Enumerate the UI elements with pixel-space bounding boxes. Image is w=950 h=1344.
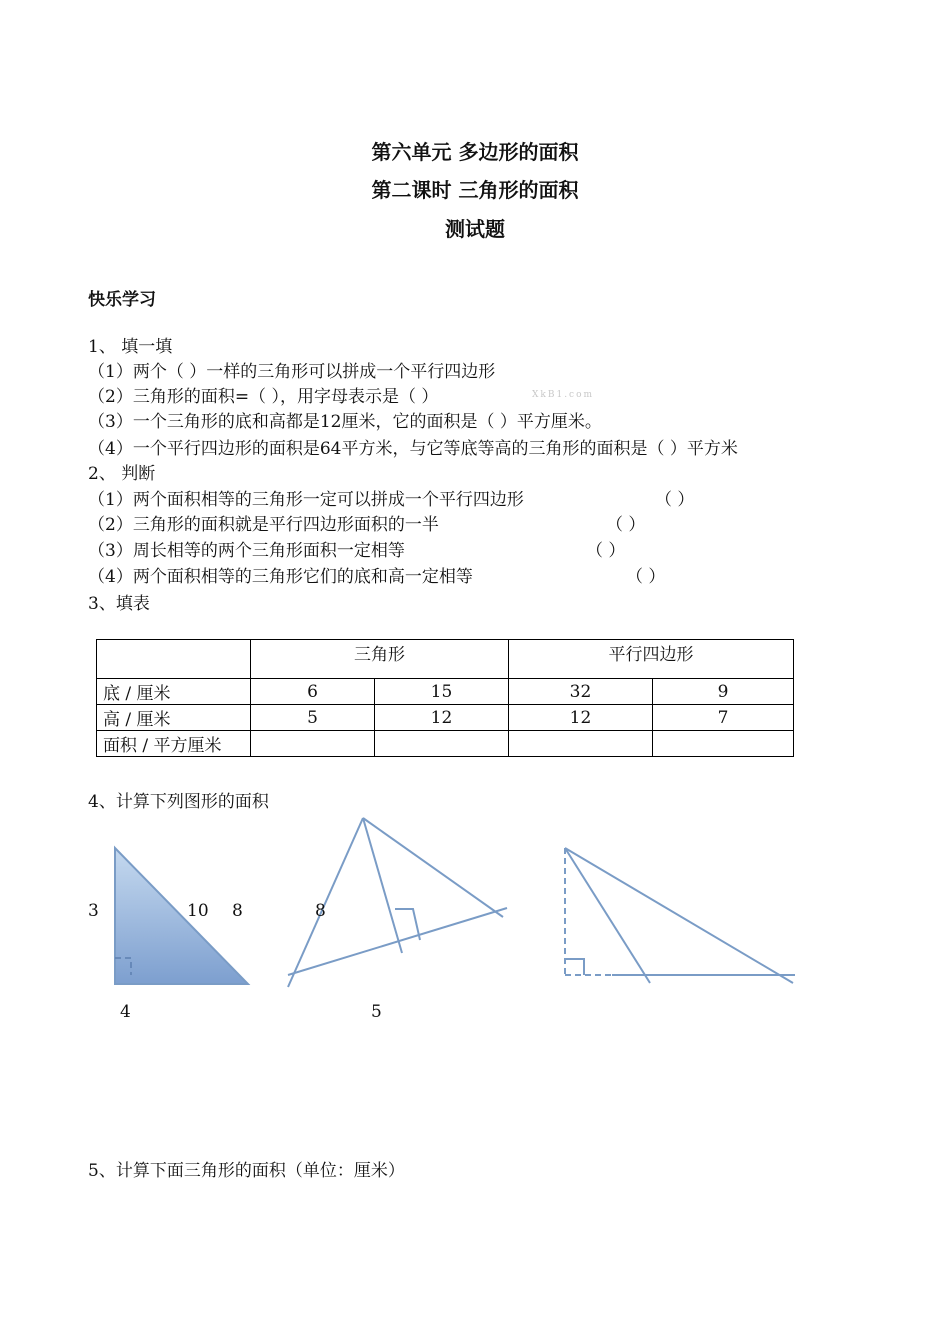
q2-item-3: （3）周长相等的两个三角形面积一定相等 — [88, 541, 405, 561]
q3-heading: 3、填表 — [88, 594, 150, 614]
q1-item-2: （2）三角形的面积=（ ），用字母表示是（ ） — [88, 387, 439, 407]
table-header-triangle: 三角形 — [251, 640, 509, 679]
q2-answer-paren-3: （ ） — [586, 541, 626, 561]
q1-item-4: （4）一个平行四边形的面积是64平方米，与它等底等高的三角形的面积是（ ）平方米 — [88, 439, 738, 459]
q2-heading: 2、 判断 — [88, 464, 156, 484]
q1-item-3: （3）一个三角形的底和高都是12厘米，它的面积是（ ）平方厘米。 — [88, 412, 602, 432]
cell-height-4: 7 — [653, 705, 794, 731]
q4-heading: 4、计算下列图形的面积 — [88, 792, 269, 812]
row-label-base: 底 / 厘米 — [97, 679, 251, 705]
cell-base-3: 32 — [509, 679, 653, 705]
q2-answer-paren-1: （ ） — [655, 490, 695, 510]
q2-item-4: （4）两个面积相等的三角形它们的底和高一定相等 — [88, 567, 473, 587]
q2-item-2: （2）三角形的面积就是平行四边形面积的一半 — [88, 515, 439, 535]
q5-heading: 5、计算下面三角形的面积（单位：厘米） — [88, 1161, 405, 1181]
q2-answer-paren-4: （ ） — [626, 567, 666, 587]
row-label-height: 高 / 厘米 — [97, 705, 251, 731]
title-lesson: 第二课时 三角形的面积 — [371, 178, 579, 202]
table-header-parallelogram: 平行四边形 — [509, 640, 794, 679]
cell-height-3: 12 — [509, 705, 653, 731]
extra-label: 8 — [232, 901, 243, 921]
fig1-label-side: 3 — [88, 901, 99, 921]
fig1-label-base: 4 — [120, 1002, 131, 1022]
q1-heading: 1、 填一填 — [88, 337, 173, 357]
cell-base-1: 6 — [251, 679, 375, 705]
cell-base-4: 9 — [653, 679, 794, 705]
fig1-label-hypotenuse: 10 — [187, 901, 209, 921]
q1-item-1: （1）两个（ ）一样的三角形可以拼成一个平行四边形 — [88, 362, 496, 382]
fig2-label-base: 5 — [371, 1002, 382, 1022]
figure-right-triangle — [115, 848, 248, 984]
row-label-area: 面积 / 平方厘米 — [97, 731, 251, 757]
cell-height-2: 12 — [375, 705, 509, 731]
figure-obtuse-triangle — [565, 848, 795, 983]
fig2-label-side: 8 — [315, 901, 326, 921]
watermark: XkB1.com — [532, 390, 595, 400]
cell-height-1: 5 — [251, 705, 375, 731]
title-test: 测试题 — [445, 217, 505, 241]
cell-base-2: 15 — [375, 679, 509, 705]
q2-answer-paren-2: （ ） — [606, 515, 646, 535]
title-unit: 第六单元 多边形的面积 — [371, 140, 579, 164]
q2-item-1: （1）两个面积相等的三角形一定可以拼成一个平行四边形 — [88, 490, 524, 510]
section-heading: 快乐学习 — [88, 290, 156, 310]
